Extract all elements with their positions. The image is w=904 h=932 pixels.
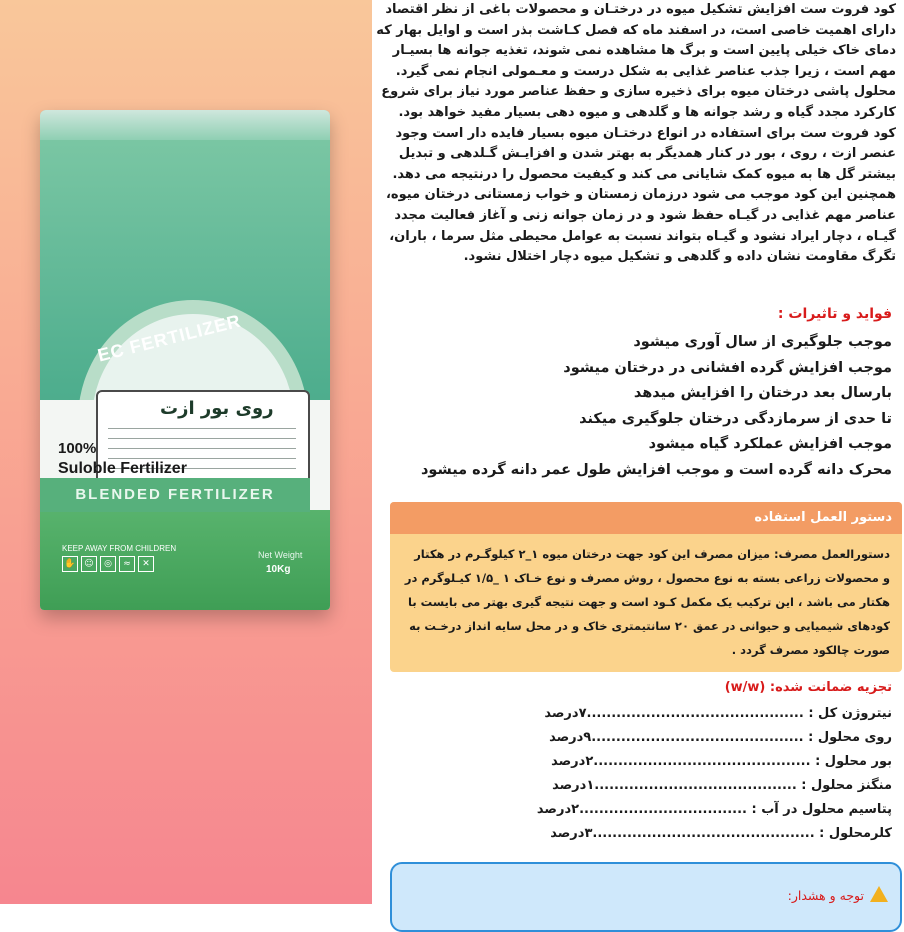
usage-text: دستورالعمل مصرف: میزان مصرف این کود جهت درختان میوه ۱_۲ کیلوگـرم در هکتار و محصولات زراعی بسته به نوع محصول ، روش مصرف و نوع خـاک ۱ _۱/۵ کیـلوگرم در هکتار می باشد ، این ترکیب یک مکمل کـود است و جهت نتیجه گیری بهتر می بایست با کودهای شیمیایی و حیوانی در عمق ۲۰ سانتیمتری خاک و در محل سایه انداز درخـت به صورت چالکود مصرف گردد . <box>404 547 890 657</box>
bag-soluble-text: Suloble Fertilizer <box>58 460 187 477</box>
analysis-title <box>725 680 892 695</box>
usage-body <box>390 534 902 662</box>
analysis-row: نیتروژن کل : ............................................۷درصد <box>544 706 892 721</box>
benefit-item: محرک دانه گرده است و موجب افزایش طول عمر دانه گرده میشود <box>420 461 892 478</box>
benefit-item: موجب افزایش عملکرد گیاه میشود <box>648 436 892 452</box>
bag-brand-text: EC FERTILIZER <box>95 310 244 366</box>
product-image-panel <box>0 0 372 904</box>
bag-percent-text: 100% <box>58 440 97 457</box>
product-description-panel <box>372 0 904 904</box>
bag-safety-icons <box>62 556 154 572</box>
warning-icon <box>870 886 888 902</box>
benefit-item: موجب جلوگیری از سال آوری میشود <box>633 334 892 350</box>
benefit-item: موجب افزایش گرده افشانی در درختان میشود <box>563 359 892 376</box>
analysis-row: پتاسیم محلول در آب : ..................................۲درصد <box>536 802 892 817</box>
warning-title: توجه و هشدار: <box>787 888 864 903</box>
benefit-item: بارسال بعد درختان را افزایش میدهد <box>633 385 892 401</box>
analysis-title-text: تجزیه ضمانت شده: <box>769 680 892 695</box>
usage-instructions-box <box>390 502 902 672</box>
benefit-item: تا حدی از سرمازدگی درختان جلوگیری میکند <box>579 410 892 427</box>
benefits-title: فواید و تاثیرات : <box>777 306 892 322</box>
goggles-icon: ◎ <box>100 556 116 572</box>
bag-top-seal <box>40 110 330 140</box>
bag-net-weight: 10Kg <box>266 564 291 575</box>
bag-product-name: روی بور ازت <box>160 398 274 419</box>
wash-icon: ≈ <box>119 556 135 572</box>
intro-paragraph: کود فروت ست افزایش تشکیل میوه در درختـان و محصولات باغی از نظر اقتصاد دارای اهمیت خاصی است، در اسفند ماه که فصل کـاشت بذر است و اوایل بهار که دمای خاک خیلی پایین است و برگ ها مشاهده نمی شوند، تغذیه جوانه ها بسیـار مهم است ، زیرا جذب عناصر غذایی به شکل درست و معـمولی انجام نمی گیرد. <box>376 2 896 79</box>
intro-paragraph: کود فروت ست برای استفاده در انواع درختـان میوه بسیار فایده دار است وجود عنصر ازت ، روی ، بور در کنار همدیگر به بهتر شدن و افزایـش گـلدهی و تبدیل بیشتر گل ها به میوه کمک شایانی می کند و کیفیت محصول را درنتیجه می دهد. <box>392 125 896 182</box>
analysis-unit: (w/w) <box>724 680 766 695</box>
analysis-row: بور محلول : ............................................۲درصد <box>551 754 892 769</box>
analysis-row: کلرمحلول : .............................................۳درصد <box>550 826 892 841</box>
warning-box <box>390 862 902 932</box>
analysis-row: روی محلول : ...........................................۹درصد <box>549 730 892 745</box>
gloves-icon: ✋ <box>62 556 78 572</box>
no-food-icon: ✕ <box>138 556 154 572</box>
benefits-list <box>421 330 892 483</box>
analysis-row: منگنز محلول : .........................................۱درصد <box>552 778 892 793</box>
bag-net-weight-label: Net Weight <box>258 550 303 560</box>
mask-icon: ☺ <box>81 556 97 572</box>
intro-paragraph: محلول پاشی درختان میوه برای ذخیره سازی و حفظ عناصر مورد نیاز برای شروع کارکرد مجدد گیاه و رشد جوانه ها و گلدهی و میوه دهی بسیار مفید خواهد بود. <box>381 84 896 120</box>
intro-paragraph: همچنین این کود موجب می شود درزمان زمستان و خواب زمستانی درختان میوه، عناصر مهم غذایی در گیـاه حفظ شود و در زمان جوانه زنی و آغاز فعالیت مجدد گیـاه ، دچار ایراد نشود و گیـاه بتواند نسبت به عوامل محیطی مثل سرما ، باران، تگرگ مقاومت نشان داده و گلدهی و تشکیل میوه دچار اختلال نشود. <box>385 187 896 265</box>
fertilizer-bag-image <box>40 110 330 610</box>
usage-title: دستور العمل استفاده <box>390 502 902 534</box>
intro-text <box>376 0 896 268</box>
bag-keep-away-text: KEEP AWAY FROM CHILDREN <box>62 544 177 553</box>
analysis-list <box>537 702 892 846</box>
bag-blended-banner: BLENDED FERTILIZER <box>40 478 310 512</box>
